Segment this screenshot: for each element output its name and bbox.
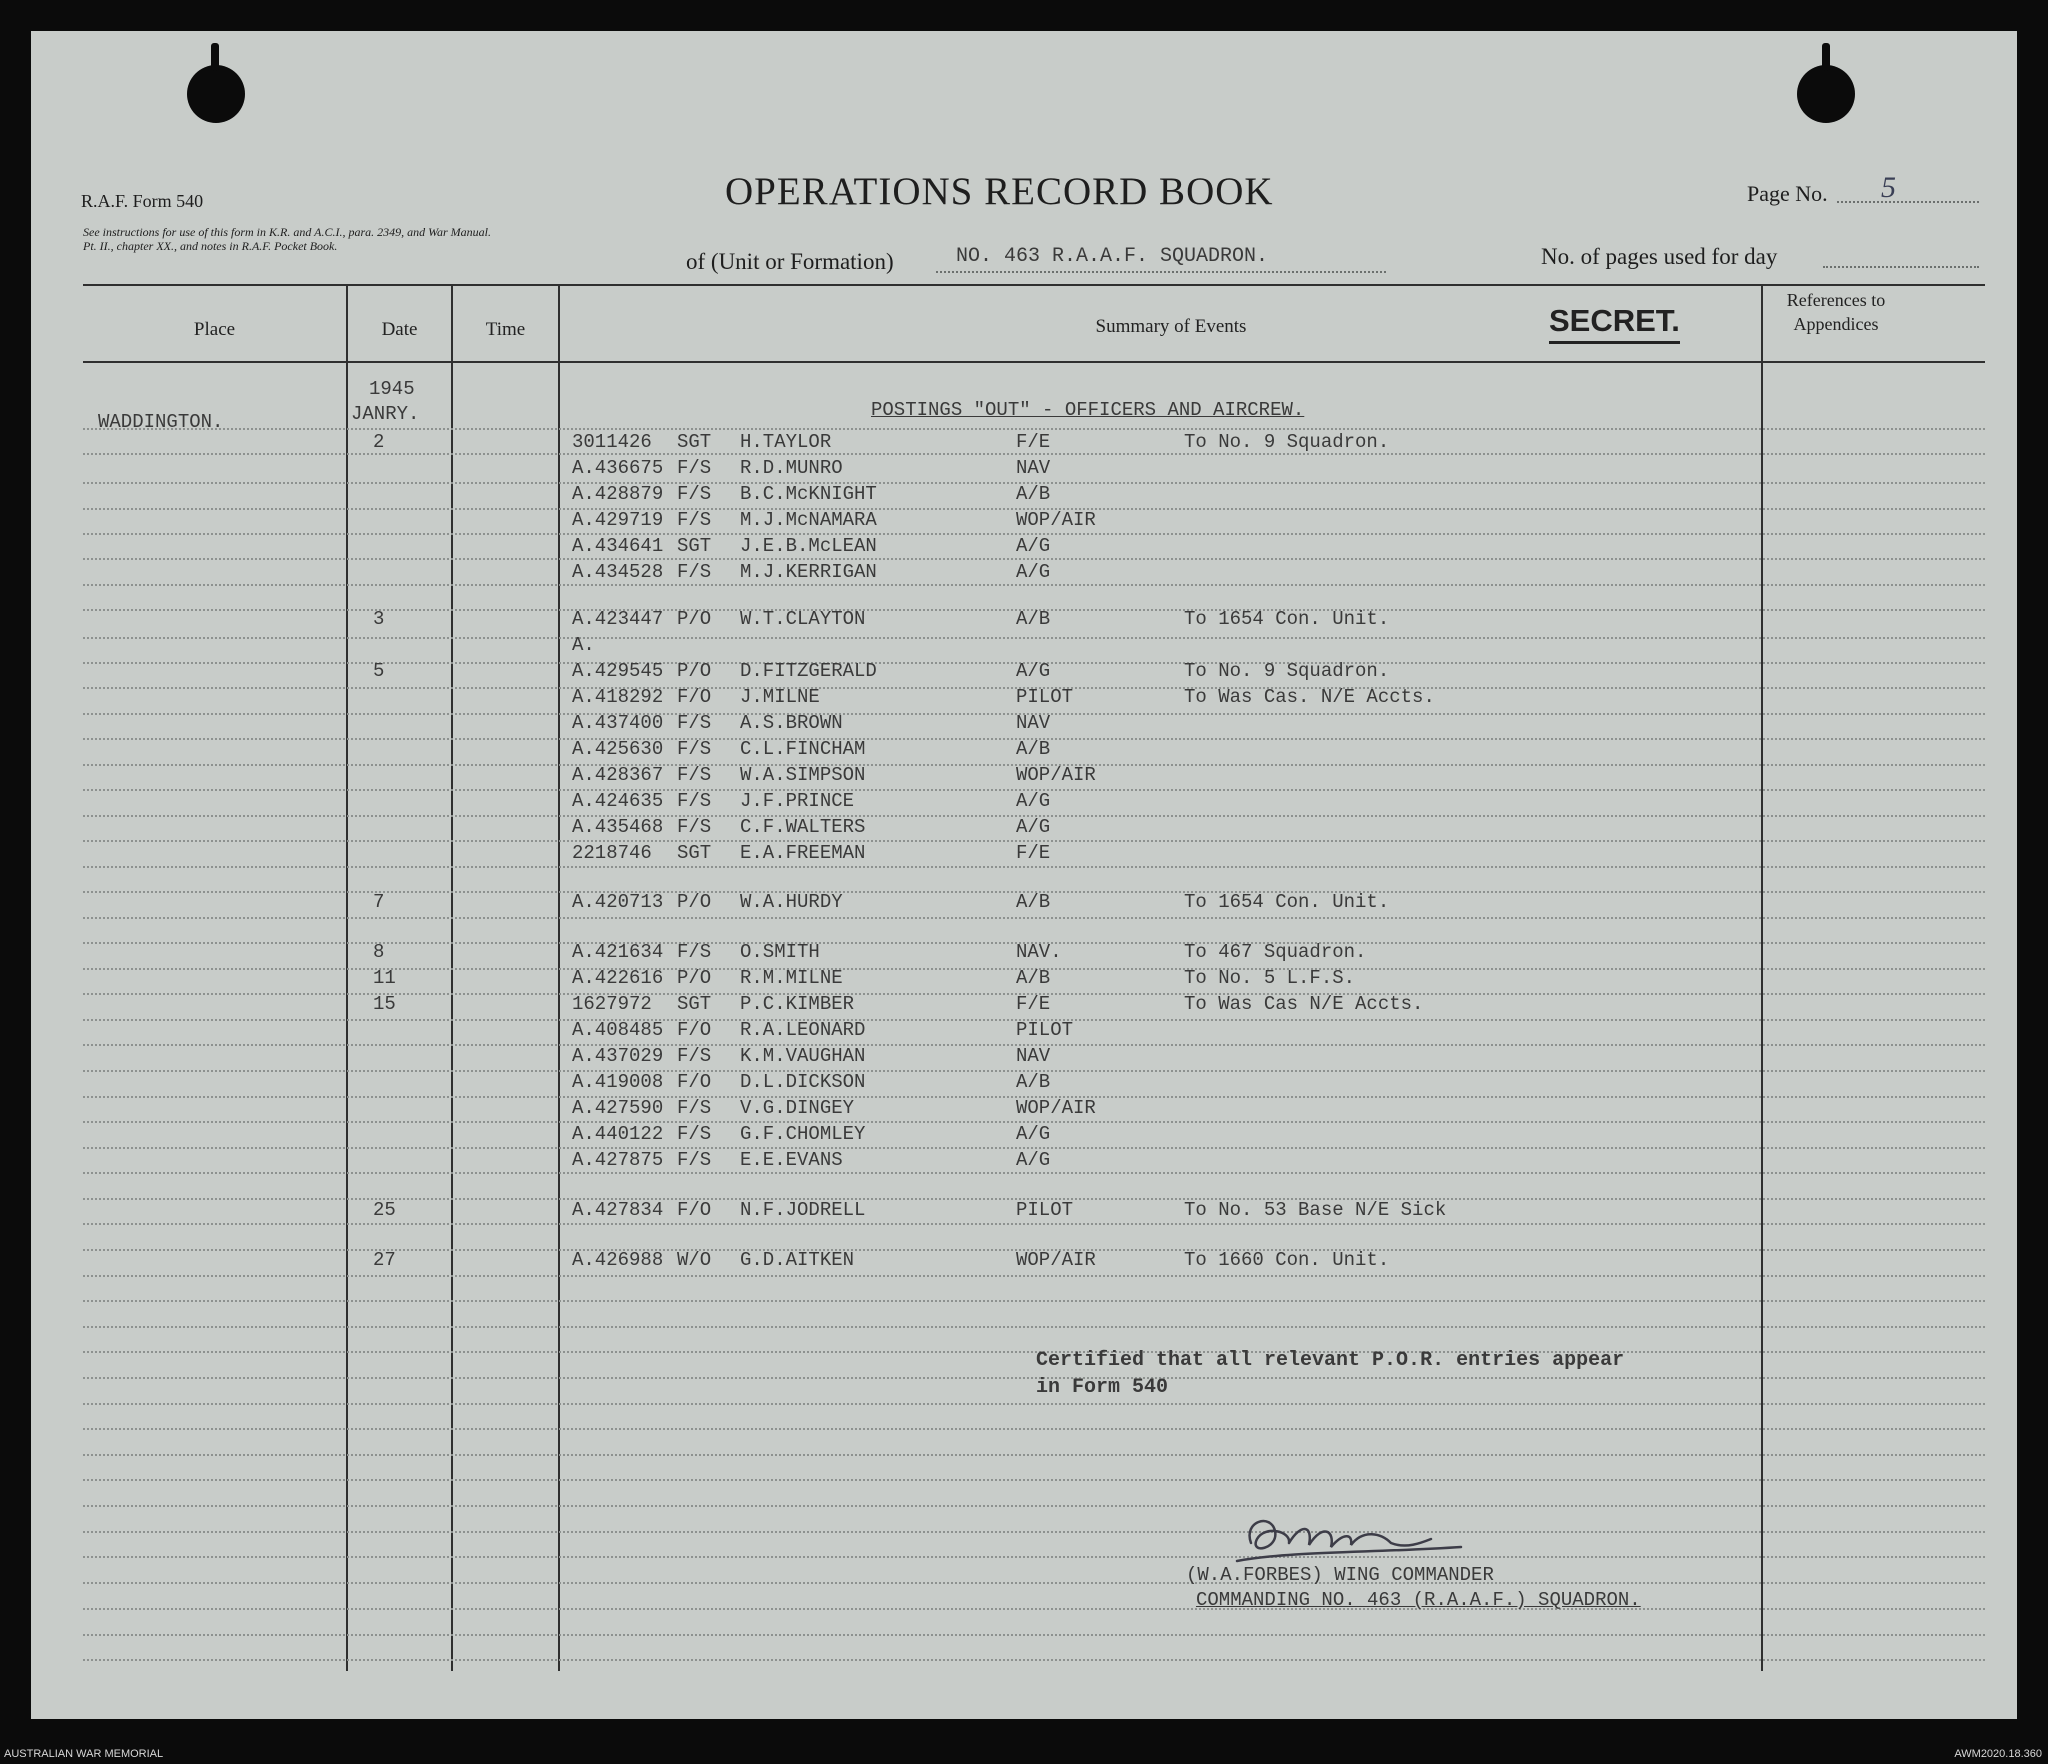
row-rule bbox=[83, 866, 1985, 868]
rank: F/S bbox=[677, 1123, 712, 1145]
crew-role: A/G bbox=[1016, 816, 1051, 838]
rank: F/S bbox=[677, 738, 712, 760]
name: R.M.MILNE bbox=[740, 967, 843, 989]
row-rule bbox=[83, 637, 1985, 639]
service-number: A.420713 bbox=[572, 891, 664, 913]
form-instructions: See instructions for use of this form in K.R. and A.C.I., para. 2349, and War Manual. Pt. II., chapter XX., and notes in R.A.F. Pocket Book. bbox=[83, 225, 492, 253]
column-divider bbox=[1761, 286, 1763, 1671]
crew-role: A/G bbox=[1016, 790, 1051, 812]
row-rule bbox=[83, 1479, 1985, 1481]
form-sheet bbox=[31, 31, 2017, 1719]
column-header-time: Time bbox=[485, 319, 526, 340]
command-line: COMMANDING NO. 463 (R.A.A.F.) SQUADRON. bbox=[1196, 1589, 1641, 1611]
rank: W/O bbox=[677, 1249, 712, 1271]
column-divider bbox=[558, 286, 560, 1671]
service-number: A.418292 bbox=[572, 686, 664, 708]
crew-role: NAV bbox=[1016, 1045, 1051, 1067]
service-number: A.425630 bbox=[572, 738, 664, 760]
date-month: JANRY. bbox=[351, 403, 420, 425]
service-number: A.429545 bbox=[572, 660, 664, 682]
certification-line-2: in Form 540 bbox=[1036, 1376, 1169, 1399]
rank: P/O bbox=[677, 660, 712, 682]
destination: To 1654 Con. Unit. bbox=[1184, 608, 1390, 630]
service-number: A.421634 bbox=[572, 941, 664, 963]
rank: F/S bbox=[677, 561, 712, 583]
rank: F/S bbox=[677, 483, 712, 505]
pages-used-line bbox=[1823, 266, 1979, 268]
service-number: A.422616 bbox=[572, 967, 664, 989]
unit-value: NO. 463 R.A.A.F. SQUADRON. bbox=[956, 245, 1269, 268]
crew-role: A/G bbox=[1016, 1149, 1051, 1171]
date-year: 1945 bbox=[369, 378, 415, 400]
rank: SGT bbox=[677, 842, 712, 864]
crew-role: A/B bbox=[1016, 891, 1051, 913]
name: B.C.McKNIGHT bbox=[740, 483, 877, 505]
crew-role: A/B bbox=[1016, 608, 1051, 630]
crew-role: WOP/AIR bbox=[1016, 764, 1096, 786]
service-number: A.426988 bbox=[572, 1249, 664, 1271]
name: E.E.EVANS bbox=[740, 1149, 843, 1171]
rank: P/O bbox=[677, 608, 712, 630]
binder-slot-right bbox=[1822, 43, 1830, 71]
row-rule bbox=[83, 1223, 1985, 1225]
destination: To 1660 Con. Unit. bbox=[1184, 1249, 1390, 1271]
name: C.F.WALTERS bbox=[740, 816, 866, 838]
entry-date: 5 bbox=[373, 660, 385, 682]
name: M.J.KERRIGAN bbox=[740, 561, 877, 583]
name: P.C.KIMBER bbox=[740, 993, 855, 1015]
rank: P/O bbox=[677, 967, 712, 989]
place-value: WADDINGTON. bbox=[98, 411, 224, 433]
destination: To Was Cas. N/E Accts. bbox=[1184, 686, 1435, 708]
row-rule bbox=[83, 1403, 1985, 1405]
row-rule bbox=[83, 584, 1985, 586]
rank: F/S bbox=[677, 1149, 712, 1171]
postings-heading: POSTINGS "OUT" - OFFICERS AND AIRCREW. bbox=[871, 399, 1305, 421]
service-number: A.424635 bbox=[572, 790, 664, 812]
column-divider bbox=[451, 286, 453, 1671]
rank: F/O bbox=[677, 1019, 712, 1041]
crew-role: F/E bbox=[1016, 993, 1051, 1015]
rank: P/O bbox=[677, 891, 712, 913]
name: J.MILNE bbox=[740, 686, 820, 708]
service-number: A.427834 bbox=[572, 1199, 664, 1221]
service-number: A.427590 bbox=[572, 1097, 664, 1119]
service-number: A.408485 bbox=[572, 1019, 664, 1041]
rank: F/S bbox=[677, 457, 712, 479]
name: V.G.DINGEY bbox=[740, 1097, 855, 1119]
row-rule bbox=[83, 1377, 1985, 1379]
crew-role: NAV bbox=[1016, 457, 1051, 479]
row-rule bbox=[83, 1608, 1985, 1610]
crew-role: PILOT bbox=[1016, 1019, 1074, 1041]
page-number-line bbox=[1837, 201, 1979, 203]
row-rule bbox=[83, 1428, 1985, 1430]
crew-role: A/B bbox=[1016, 1071, 1051, 1093]
entry-date: 15 bbox=[373, 993, 396, 1015]
name: G.D.AITKEN bbox=[740, 1249, 855, 1271]
pages-used-label: No. of pages used for day bbox=[1541, 244, 1778, 269]
crew-role: A/B bbox=[1016, 738, 1051, 760]
name: H.TAYLOR bbox=[740, 431, 832, 453]
crew-role: F/E bbox=[1016, 842, 1051, 864]
name: E.A.FREEMAN bbox=[740, 842, 866, 864]
row-rule bbox=[83, 917, 1985, 919]
name: W.T.CLAYTON bbox=[740, 608, 866, 630]
name: R.D.MUNRO bbox=[740, 457, 843, 479]
name: A.S.BROWN bbox=[740, 712, 843, 734]
rank: F/S bbox=[677, 764, 712, 786]
row-rule bbox=[83, 1351, 1985, 1353]
service-number: A.428367 bbox=[572, 764, 664, 786]
rank: F/S bbox=[677, 1097, 712, 1119]
name: N.F.JODRELL bbox=[740, 1199, 866, 1221]
crew-role: F/E bbox=[1016, 431, 1051, 453]
rank: F/O bbox=[677, 1199, 712, 1221]
page-number-label: Page No. bbox=[1747, 181, 1828, 206]
rank: F/S bbox=[677, 1045, 712, 1067]
row-rule bbox=[83, 1505, 1985, 1507]
column-header-references: References to Appendices bbox=[1786, 290, 1886, 334]
row-rule bbox=[83, 558, 1985, 560]
service-number: A.434528 bbox=[572, 561, 664, 583]
rank: SGT bbox=[677, 993, 712, 1015]
crew-role: A/B bbox=[1016, 967, 1051, 989]
form-number: R.A.F. Form 540 bbox=[81, 191, 204, 211]
crew-role: WOP/AIR bbox=[1016, 1097, 1096, 1119]
service-number: A.437400 bbox=[572, 712, 664, 734]
column-header-place: Place bbox=[193, 319, 236, 340]
entry-date: 2 bbox=[373, 431, 385, 453]
name: R.A.LEONARD bbox=[740, 1019, 866, 1041]
crew-role: WOP/AIR bbox=[1016, 509, 1096, 531]
row-rule bbox=[83, 453, 1985, 455]
row-rule bbox=[83, 428, 1985, 430]
certification-line-1: Certified that all relevant P.O.R. entries appear bbox=[1036, 1349, 1625, 1372]
service-number: A.436675 bbox=[572, 457, 664, 479]
service-number: 3011426 bbox=[572, 431, 652, 453]
destination: To No. 9 Squadron. bbox=[1184, 660, 1390, 682]
name: D.FITZGERALD bbox=[740, 660, 877, 682]
crew-role: A/G bbox=[1016, 660, 1051, 682]
destination: To Was Cas N/E Accts. bbox=[1184, 993, 1424, 1015]
rank: F/O bbox=[677, 686, 712, 708]
name: G.F.CHOMLEY bbox=[740, 1123, 866, 1145]
rank: F/S bbox=[677, 816, 712, 838]
service-number: A.434641 bbox=[572, 535, 664, 557]
rank: SGT bbox=[677, 535, 712, 557]
name: D.L.DICKSON bbox=[740, 1071, 866, 1093]
row-rule bbox=[83, 1300, 1985, 1302]
table-header-border bbox=[83, 361, 1985, 363]
row-rule bbox=[83, 1659, 1985, 1661]
row-rule bbox=[83, 1326, 1985, 1328]
destination: To 467 Squadron. bbox=[1184, 941, 1367, 963]
service-number: A. bbox=[572, 634, 595, 656]
row-rule bbox=[83, 1531, 1985, 1533]
footer-credit: AUSTRALIAN WAR MEMORIAL bbox=[4, 1748, 164, 1760]
entry-date: 3 bbox=[373, 608, 385, 630]
service-number: A.419008 bbox=[572, 1071, 664, 1093]
entry-date: 27 bbox=[373, 1249, 396, 1271]
destination: To No. 5 L.F.S. bbox=[1184, 967, 1356, 989]
crew-role: WOP/AIR bbox=[1016, 1249, 1096, 1271]
unit-label: of (Unit or Formation) bbox=[686, 249, 894, 274]
name: J.F.PRINCE bbox=[740, 790, 855, 812]
service-number: A.427875 bbox=[572, 1149, 664, 1171]
table-top-border bbox=[83, 284, 1985, 286]
rank: SGT bbox=[677, 431, 712, 453]
destination: To No. 9 Squadron. bbox=[1184, 431, 1390, 453]
classification-stamp: SECRET. bbox=[1549, 303, 1680, 344]
service-number: A.437029 bbox=[572, 1045, 664, 1067]
row-rule bbox=[83, 1454, 1985, 1456]
crew-role: A/G bbox=[1016, 561, 1051, 583]
rank: F/S bbox=[677, 712, 712, 734]
destination: To 1654 Con. Unit. bbox=[1184, 891, 1390, 913]
rank: F/O bbox=[677, 1071, 712, 1093]
binder-slot-left bbox=[211, 43, 219, 71]
binder-hole-left bbox=[187, 65, 245, 123]
column-header-summary: Summary of Events bbox=[1095, 316, 1247, 337]
entry-date: 8 bbox=[373, 941, 385, 963]
column-divider bbox=[346, 286, 348, 1671]
rank: F/S bbox=[677, 790, 712, 812]
unit-line bbox=[936, 271, 1386, 273]
name: J.E.B.McLEAN bbox=[740, 535, 877, 557]
crew-role: A/G bbox=[1016, 1123, 1051, 1145]
crew-role: PILOT bbox=[1016, 1199, 1074, 1221]
crew-role: NAV bbox=[1016, 712, 1051, 734]
column-header-date: Date bbox=[381, 319, 418, 340]
footer-accession: AWM2020.18.360 bbox=[1954, 1748, 2042, 1760]
name: W.A.SIMPSON bbox=[740, 764, 866, 786]
service-number: A.428879 bbox=[572, 483, 664, 505]
row-rule bbox=[83, 1275, 1985, 1277]
page-number-value: 5 bbox=[1881, 171, 1896, 204]
name: M.J.McNAMARA bbox=[740, 509, 877, 531]
name: C.L.FINCHAM bbox=[740, 738, 866, 760]
service-number: A.429719 bbox=[572, 509, 664, 531]
crew-role: NAV. bbox=[1016, 941, 1062, 963]
entry-date: 25 bbox=[373, 1199, 396, 1221]
row-rule bbox=[83, 1172, 1985, 1174]
entry-date: 7 bbox=[373, 891, 385, 913]
crew-role: A/G bbox=[1016, 535, 1051, 557]
service-number: A.423447 bbox=[572, 608, 664, 630]
name: W.A.HURDY bbox=[740, 891, 843, 913]
crew-role: PILOT bbox=[1016, 686, 1074, 708]
name: O.SMITH bbox=[740, 941, 820, 963]
destination: To No. 53 Base N/E Sick bbox=[1184, 1199, 1447, 1221]
row-rule bbox=[83, 1582, 1985, 1584]
row-rule bbox=[83, 1556, 1985, 1558]
signatory: (W.A.FORBES) WING COMMANDER bbox=[1186, 1564, 1494, 1586]
service-number: A.440122 bbox=[572, 1123, 664, 1145]
service-number: A.435468 bbox=[572, 816, 664, 838]
page-title: OPERATIONS RECORD BOOK bbox=[725, 170, 1274, 213]
service-number: 1627972 bbox=[572, 993, 652, 1015]
entry-date: 11 bbox=[373, 967, 396, 989]
binder-hole-right bbox=[1797, 65, 1855, 123]
service-number: 2218746 bbox=[572, 842, 652, 864]
name: K.M.VAUGHAN bbox=[740, 1045, 866, 1067]
crew-role: A/B bbox=[1016, 483, 1051, 505]
rank: F/S bbox=[677, 941, 712, 963]
row-rule bbox=[83, 1634, 1985, 1636]
rank: F/S bbox=[677, 509, 712, 531]
